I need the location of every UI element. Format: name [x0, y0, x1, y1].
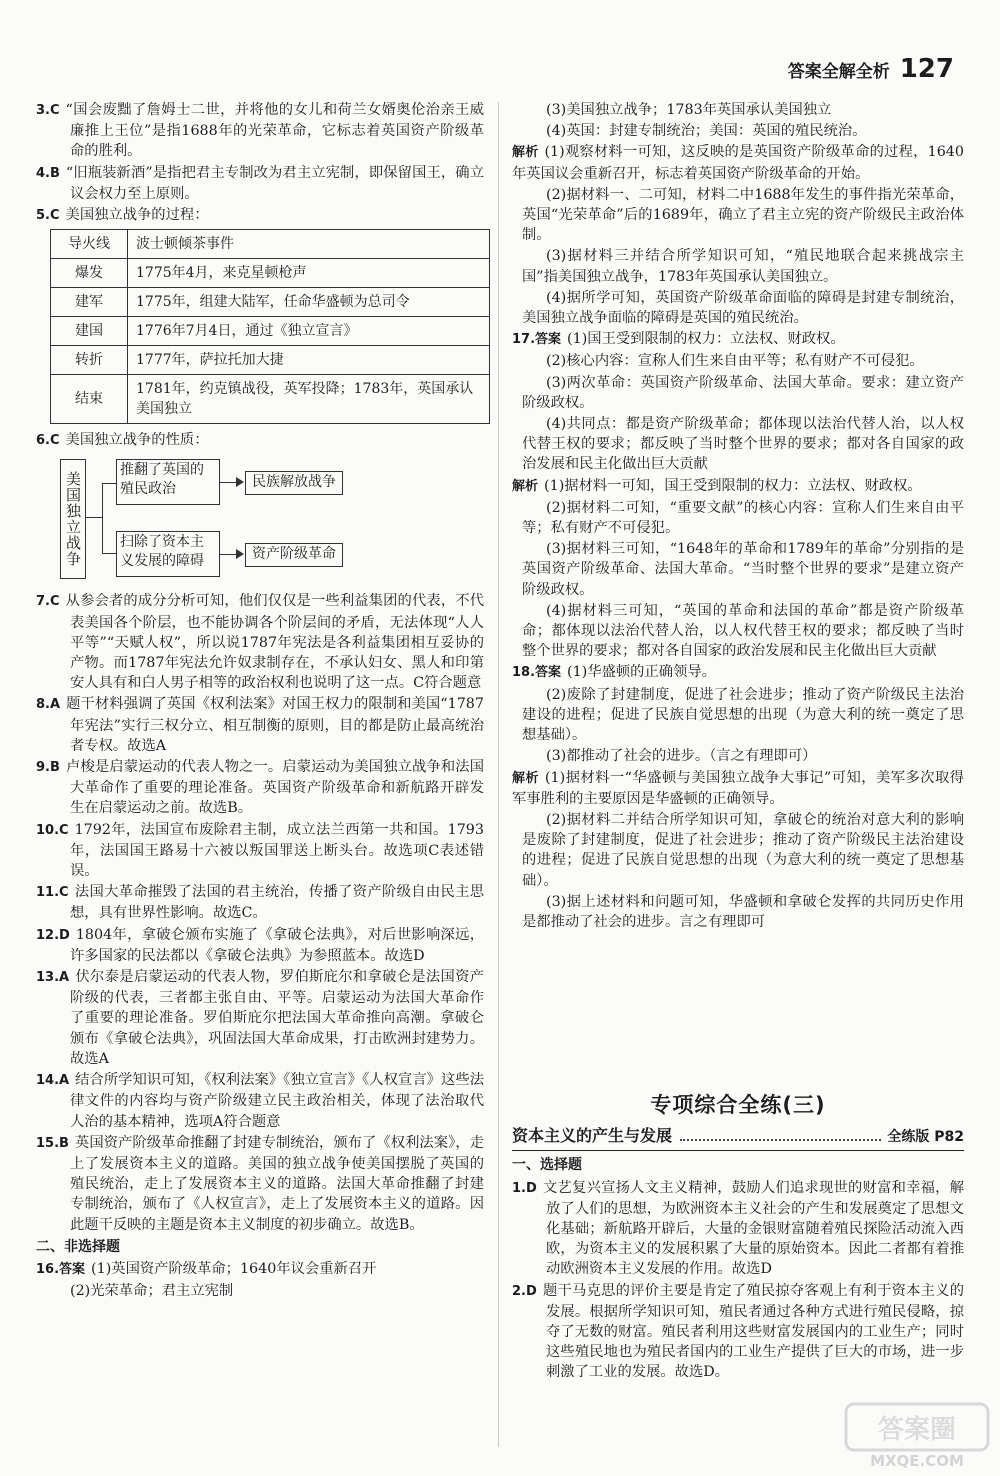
answer-18-part1: 18.答案 (1)华盛顿的正确领导。: [512, 664, 716, 681]
answer-11: 11.C 法国大革命摧毁了法国的君主统治，传播了资产阶级自由民主思想，具有世界性影响。故选C。: [36, 884, 484, 922]
answer-6: 6.C 美国独立战争的性质：: [36, 432, 209, 449]
analysis-18-3: (3)据上述材料和问题可知，华盛顿和拿破仑发挥的共同历史作用是都推动了社会的进步。言之有理即可: [522, 893, 964, 930]
analysis-17-4: (4)据材料三可知，“英国的革命和法国的革命”都是资产阶级革命；都体现以法治代替人治，以人权代替王权的要求；都反映了当时整个世界的要求；都对各自国家的政治发展和民主化做出巨大贡献: [522, 602, 964, 660]
practice-answer-2: 2.D 题干马克思的评价主要是肯定了殖民掠夺客观上有利于资本主义的发展。根据所学知识可知，殖民者通过各种方式进行殖民侵略，掠夺了无数的财富。殖民者利用这些财富发展国内的工业生产；同时这些殖民地也为殖民者国内的工业生产提供了巨大的市场，进一步刺激了工业的发展。故选D。: [512, 1282, 964, 1381]
diagram-bottom-box: 扫除了资本主义发展的障碍: [116, 531, 220, 577]
left-column: [36, 100, 484, 1302]
analysis-18-2: (2)据材料二并结合所学知识可知，拿破仑的统治对意大利的影响是废除了封建制度，促进了社会进步；推动了资产阶级民主法治建设的进程；促进了民族自觉思想的出现（为意大利的统一奠定了思想基础）。: [522, 811, 964, 889]
answer-10: 10.C 1792年，法国宣布废除君主制，成立法兰西第一共和国。1793年，法国国王路易十六被以叛国罪送上断头台。故选项C表述错误。: [36, 821, 484, 880]
diagram-bottom-result: 资产阶级革命: [245, 543, 343, 567]
topic-page-ref: 全练版 P82: [887, 1129, 964, 1146]
svg-text:MXQE.COM: MXQE.COM: [870, 1452, 964, 1470]
analysis-18-1: 解析 (1)据材料一“华盛顿与美国独立战争大事记”可知，美军多次取得军事胜利的主要原因是华盛顿的正确领导。: [512, 769, 964, 807]
leader-dots: [680, 1139, 881, 1141]
section-band: [512, 1095, 964, 1118]
answer-17-part4: (4)共同点：都是资产阶级革命；都体现以法治代替人治，以人权代替王权的要求；都反映了当时整个世界的要求；都对各自国家的政治发展和民主化做出巨大贡献: [522, 416, 964, 473]
page-number: 127: [899, 54, 954, 84]
answer-7: 7.C 从参会者的成分分析可知，他们仅仅是一些利益集团的代表，不代表美国各个阶层，也不能协调各个阶层间的矛盾，无法体现“人人平等”“天赋人权”，所以说1787年宪法是各利益集团相互妥协的产物。而1787年宪法允许奴隶制存在，不承认妇女、黑人和印第安人具有和白人男子相等的政治权利也说明了这一点。C符合题意: [36, 593, 484, 692]
answer-12: 12.D 1804年，拿破仑颁布实施了《拿破仑法典》，对后世影响深远，许多国家的民法都以《拿破仑法典》为参照蓝本。故选D: [36, 926, 484, 964]
answer-15: 15.B 英国资产阶级革命推翻了封建专制统治，颁布了《权利法案》，走上了发展资本主义的道路。美国的独立战争使美国摆脱了英国的殖民统治，走上了发展资本主义的道路。法国大革命推翻了封建专制统治，颁布了《人权宣言》，走上了发展资本主义的道路。因此题干反映的主题是资本主义制度的初步确立。故选B。: [36, 1134, 484, 1233]
answer-17-part2: (2)核心内容：宣称人们生来自由平等；私有财产不可侵犯。: [546, 353, 924, 370]
answer-8: 8.A 题干材料强调了英国《权利法案》对国王权力的限制和美国“1787年宪法”实行三权分立、相互制衡的原则，目的都是防止最高统治者专权。故选A: [36, 696, 484, 754]
answer-5: 5.C 美国独立战争的过程：: [36, 207, 209, 224]
column-divider: [498, 102, 499, 1447]
page-header: [788, 56, 954, 82]
practice-answer-1: 1.D 文艺复兴宣扬人文主义精神，鼓励人们追求现世的财富和幸福，解放了人们的思想，为欧洲资本主义社会的产生和发展奠定了思想文化基础；新航路开辟后，大量的金银财富随着殖民探险活动流入西欧，为资本主义的发展积累了大量的原始资本。因此二者都有着推动欧洲资本主义发展的作用。故选D: [512, 1179, 964, 1278]
table-row: 建国 1776年7月4日，通过《独立宣言》: [51, 317, 490, 346]
answer-13: 13.A 伏尔泰是启蒙运动的代表人物，罗伯斯庇尔和拿破仑是法国资产阶级的代表，三者都主张自由、平等。启蒙运动为法国大革命作了重要的理论准备。罗伯斯庇尔把法国大革命推向高潮。拿破仑颁布《拿破仑法典》，巩固法国大革命成果，打击欧洲封建势力。故选A: [36, 969, 484, 1067]
independence-war-table: [50, 229, 490, 424]
diagram-top-box: 推翻了英国的殖民政治: [116, 459, 220, 505]
analysis-17-3: (3)据材料三可知，“1648年的革命和1789年的革命”分别指的是英国资产阶级革命、法国大革命。“当时整个世界的要求”是建立资产阶级政权。: [522, 541, 964, 598]
answer-17-part1: 17.答案 (1)国王受到限制的权力：立法权、财政权。: [512, 331, 845, 348]
diagram-top-result: 民族解放战争: [245, 471, 343, 495]
topic-title: 资本主义的产生与发展: [512, 1126, 673, 1146]
answer-18-part3: (3)都推动了社会的进步。（言之有理即可）: [546, 748, 817, 765]
answer-4: 4.B “旧瓶装新酒”是指把君主专制改为君主立宪制，即保留国王，确立议会权力至上原则。: [36, 164, 484, 202]
analysis-16-4: (4)据所学可知，英国资产阶级革命面临的障碍是封建专制统治，美国独立战争面临的障碍是英国的殖民统治。: [522, 289, 964, 327]
answer-18-part2: (2)废除了封建制度，促进了社会进步；推动了资产阶级民主法治建设的进程；促进了民族自觉思想的出现（为意大利的统一奠定了思想基础）。: [522, 686, 964, 744]
header-title: 答案全解全析: [787, 62, 890, 82]
answer-16-part3: (3)美国独立战争；1783年英国承认美国独立: [546, 102, 832, 118]
section-band-title: 专项综合全练(三): [650, 1093, 826, 1117]
answer-14: 14.A 结合所学知识可知，《权利法案》《独立宣言》《人权宣言》这些法律文件的内容均与资产阶级建立民主政治相关，体现了法治取代人治的基本精神，选项A符合题意: [36, 1072, 484, 1130]
analysis-17-1: 解析 (1)据材料一可知，国王受到限制的权力：立法权、财政权。: [512, 477, 922, 494]
answer-16-part1: 16.答案 (1)英国资产阶级革命；1640年议会重新召开: [36, 1260, 377, 1277]
table-row: 结束 1781年，约克镇战役，英军投降；1783年，英国承认美国独立: [51, 375, 490, 424]
table-row: 导火线 波士顿倾茶事件: [51, 230, 490, 259]
table-row: 转折 1777年，萨拉托加大捷: [51, 346, 490, 375]
table-row: 建军 1775年，组建大陆军，任命华盛顿为总司令: [51, 288, 490, 317]
analysis-16-2: (2)据材料一、二可知，材料二中1688年发生的事件指光荣革命，英国“光荣革命”后的1689年，确立了君主立宪的资产阶级民主政治体制。: [522, 186, 964, 244]
answer-3: 3.C “国会废黜了詹姆士二世，并将他的女儿和荷兰女婿奥伦治亲王威廉推上王位”是指1688年的光荣革命，它标志着英国资产阶级革命的胜利。: [36, 102, 484, 160]
analysis-16-1: 解析 (1)观察材料一可知，这反映的是英国资产阶级革命的过程，1640年英国议会重新召开，标志着英国资产阶级革命的开始。: [512, 144, 964, 182]
answer-17-part3: (3)两次革命：英国资产阶级革命、法国大革命。要求：建立资产阶级政权。: [522, 374, 964, 411]
war-nature-diagram: [50, 455, 490, 585]
analysis-17-2: (2)据材料二可知，“重要文献”的核心内容：宣称人们生来自由平等；私有财产不可侵犯。: [522, 499, 964, 537]
section-heading-choice: 一、选择题: [512, 1157, 582, 1174]
analysis-16-3: (3)据材料三并结合所学知识可知，“殖民地联合起来挑战宗主国”指美国独立战争，1783年英国承认美国独立。: [522, 248, 964, 285]
answer-16-part2: (2)光荣革命；君主立宪制: [70, 1283, 234, 1300]
section-heading-nonchoice: 二、非选择题: [36, 1238, 120, 1255]
diagram-root-box: 美国独立战争: [60, 459, 86, 579]
answer-16-part4: (4)英国：封建专制统治；美国：英国的殖民统治。: [546, 123, 867, 140]
svg-text:答案圈: 答案圈: [877, 1415, 957, 1445]
watermark-logo: [842, 1400, 992, 1470]
right-column: [512, 100, 964, 933]
topic-row: [512, 1126, 964, 1151]
table-row: 爆发 1775年4月，来克星顿枪声: [51, 259, 490, 288]
practice-section: [512, 1085, 964, 1384]
answer-9: 9.B 卢梭是启蒙运动的代表人物之一。启蒙运动为美国独立战争和法国大革命作了重要的理论准备。英国资产阶级革命和新航路开辟发生在启蒙运动之前。故选B。: [36, 759, 484, 817]
